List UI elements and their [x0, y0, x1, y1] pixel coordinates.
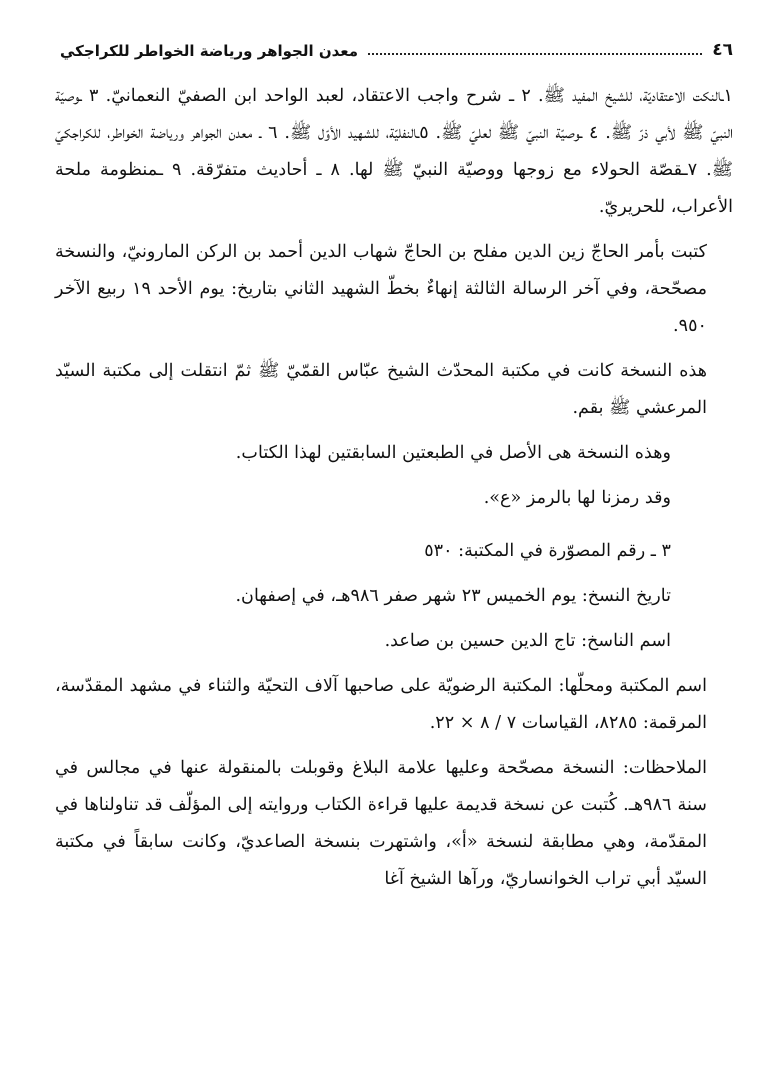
- header-dot-leader: [368, 52, 702, 55]
- manuscript-number: ٣ ـ رقم المصوّرة في المكتبة: ٥٣٠: [424, 541, 671, 561]
- section-gap: [55, 525, 733, 533]
- copyist-name: اسم الناسخ: تاج الدين حسين بن صاعد.: [384, 631, 671, 651]
- library-location: اسم المكتبة ومحلّها: المكتبة الرضويّة على صاحبها آلاف التحيّة والثناء في مشهد المقدّسة، المرقمة: ٨٢٨٥، القياسات ٧ / ٨ × ٢٢.: [55, 676, 707, 733]
- manuscript-contents-list: ١ـالنكت الاعتقاديّة، للشيخ المفيد ﷺ. ٢ ـ شرح واجب الاعتقاد، لعبد الواحد ابن الصفيّ النعمانيّ. ٣ ـوصيّة النبيّ ﷺ لأبي ذرّ ﷺ. ٤ ـوصيّة النبيّ ﷺ لعليّ ﷺ. ٥ـالنفليّة، للشهيد الأوّل ﷺ. ٦ ـ معدن الجواهر ورياضة الخواطر، للكراجكيّ ﷺ. ٧ـقصّة الحولاء مع زوجها ووصيّة النبيّ ﷺ لها. ٨ ـ أحاديث متفرّقة. ٩ ـمنظومة ملحة الأعراب، للحريريّ.: [55, 86, 734, 217]
- notes-paragraph: الملاحظات: النسخة مصحّحة وعليها علامة البلاغ وقوبلت بالمنقولة عنها في مجالس في سنة ٩٨٦هـ. كُتبت عن نسخة قديمة عليها قراءة الكتاب وروايته إلى المؤلّف قد تناولناها في المقدّمة، وهي مطابقة لنسخة «أ»، واشتهرت بنسخة الصاعديّ، وكانت سابقاً في مكتبة السيّد أبي تراب الخوانساريّ، ورآها الشيخ آغا: [55, 758, 707, 889]
- running-header: [60, 30, 733, 60]
- origin-line: وهذه النسخة هى الأصل في الطبعتين السابقتين لهذا الكتاب.: [235, 443, 671, 463]
- provenance-paragraph: هذه النسخة كانت في مكتبة المحدّث الشيخ عبّاس القمّيّ ﷺ ثمّ انتقلت إلى مكتبة السيّد المرعشي ﷺ بقم.: [55, 361, 707, 418]
- book-title: معدن الجواهر ورياضة الخواطر للكراجكي: [60, 42, 359, 60]
- page-body: [55, 78, 733, 906]
- page-number: ٤٦: [712, 40, 733, 60]
- symbol-line: وقد رمزنا لها بالرمز «ع».: [483, 488, 671, 508]
- commission-paragraph: كتبت بأمر الحاجّ زين الدين مفلح بن الحاجّ شهاب الدين أحمد بن الركن المارونيّ، والنسخة مصحّحة، وفي آخر الرسالة الثالثة إنهاءٌ بخطّ الشهيد الثاني بتاريخ: يوم الأحد ١٩ ربيع الآخر ٩٥٠.: [55, 242, 707, 336]
- copy-date: تاريخ النسخ: يوم الخميس ٢٣ شهر صفر ٩٨٦هـ، في إصفهان.: [235, 586, 671, 606]
